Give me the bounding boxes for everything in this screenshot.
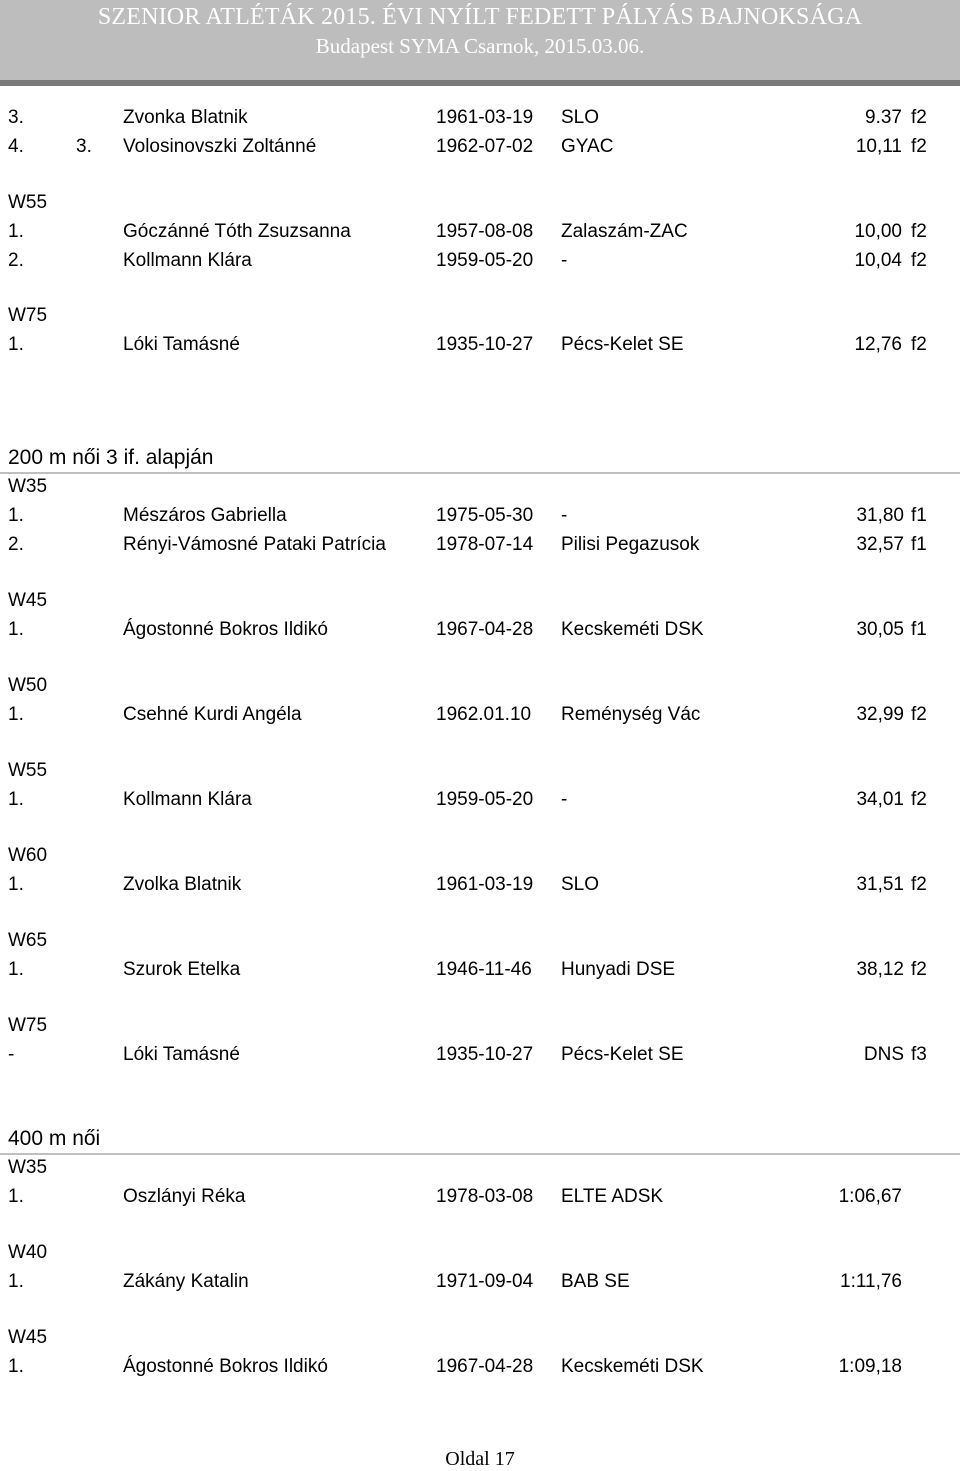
club: - (561, 505, 568, 526)
athlete-name: Rényi-Vámosné Pataki Patrícia (123, 534, 386, 555)
event-rule (0, 472, 960, 474)
birth-date: 1971-09-04 (436, 1271, 534, 1292)
place: 1. (8, 1271, 24, 1292)
event-rule (0, 1153, 960, 1155)
category-heading: W45 (8, 590, 48, 611)
heat: f1 (911, 619, 927, 640)
category-heading: W50 (8, 675, 48, 696)
birth-date: 1935-10-27 (436, 334, 534, 355)
club: Pécs-Kelet SE (561, 1044, 684, 1065)
category-heading: W75 (8, 305, 48, 326)
athlete-name: Góczánné Tóth Zsuzsanna (123, 221, 351, 242)
heat: f3 (911, 1044, 927, 1065)
age-group-place: 3. (76, 136, 92, 157)
table-row (0, 532, 960, 558)
club: Hunyadi DSE (561, 959, 676, 980)
club: Kecskeméti DSK (561, 1356, 704, 1377)
category-heading: W60 (8, 845, 48, 866)
heat: f2 (911, 107, 927, 128)
result: 9.37 (865, 107, 902, 128)
result: 10,11 (855, 136, 902, 157)
result: DNS (863, 1044, 904, 1065)
table-row (0, 105, 960, 131)
club: GYAC (561, 136, 614, 157)
table-row (0, 332, 960, 358)
page-header (0, 0, 960, 86)
place: 1. (8, 1186, 24, 1207)
heat: f2 (911, 136, 927, 157)
heat: f2 (911, 704, 927, 725)
birth-date: 1967-04-28 (436, 619, 534, 640)
athlete-name: Ágostonné Bokros Ildikó (123, 1356, 328, 1377)
club: - (561, 250, 568, 271)
place: - (8, 1044, 15, 1065)
category-heading: W45 (8, 1327, 48, 1348)
birth-date: 1946-11-46 (436, 959, 532, 980)
category-heading: W40 (8, 1242, 48, 1263)
result: 10,00 (854, 221, 902, 242)
athlete-name: Zákány Katalin (123, 1271, 249, 1292)
heat: f2 (911, 250, 927, 271)
birth-date: 1978-07-14 (436, 534, 534, 555)
club: BAB SE (561, 1271, 630, 1292)
athlete-name: Volosinovszki Zoltánné (123, 136, 317, 157)
result: 32,57 (856, 534, 904, 555)
table-row (0, 219, 960, 245)
club: Kecskeméti DSK (561, 619, 704, 640)
table-row (0, 957, 960, 983)
club: Pécs-Kelet SE (561, 334, 684, 355)
birth-date: 1978-03-08 (436, 1186, 534, 1207)
result: 38,12 (856, 959, 904, 980)
birth-date: 1961-03-19 (436, 874, 534, 895)
result: 10,04 (854, 250, 902, 271)
table-row (0, 617, 960, 643)
place: 2. (8, 250, 24, 271)
result: 30,05 (856, 619, 904, 640)
venue-date: Budapest SYMA Csarnok, 2015.03.06. (315, 34, 645, 58)
birth-date: 1975-05-30 (436, 505, 534, 526)
club: Reménység Vác (561, 704, 701, 725)
club: SLO (561, 874, 600, 895)
result: 1:09,18 (838, 1356, 902, 1377)
club: Zalaszám-ZAC (561, 221, 688, 242)
club: ELTE ADSK (561, 1186, 664, 1207)
birth-date: 1967-04-28 (436, 1356, 534, 1377)
athlete-name: Kollmann Klára (123, 250, 252, 271)
athlete-name: Zvolka Blatnik (123, 874, 242, 895)
heat: f1 (911, 534, 927, 555)
table-row (0, 872, 960, 898)
category-heading: W35 (8, 1157, 48, 1178)
athlete-name: Lóki Tamásné (123, 334, 240, 355)
table-row (0, 1042, 960, 1068)
place: 1. (8, 1356, 24, 1377)
place: 2. (8, 534, 24, 555)
header-rule (0, 80, 960, 86)
category-heading: W35 (8, 476, 48, 497)
place: 1. (8, 334, 24, 355)
table-row (0, 787, 960, 813)
birth-date: 1962.01.10 (436, 704, 532, 725)
heat: f2 (911, 221, 927, 242)
table-row (0, 1269, 960, 1295)
birth-date: 1961-03-19 (436, 107, 534, 128)
athlete-name: Zvonka Blatnik (123, 107, 248, 128)
club: SLO (561, 107, 600, 128)
heat: f2 (911, 959, 927, 980)
table-row (0, 503, 960, 529)
athlete-name: Szurok Etelka (123, 959, 241, 980)
place: 1. (8, 874, 24, 895)
athlete-name: Mészáros Gabriella (123, 505, 287, 526)
birth-date: 1959-05-20 (436, 250, 534, 271)
place: 3. (8, 107, 24, 128)
birth-date: 1962-07-02 (436, 136, 534, 157)
table-row (0, 1354, 960, 1380)
result: 1:11,76 (840, 1271, 902, 1292)
result: 32,99 (856, 704, 904, 725)
place: 4. (8, 136, 24, 157)
table-row (0, 248, 960, 274)
athlete-name: Oszlányi Réka (123, 1186, 246, 1207)
athlete-name: Kollmann Klára (123, 789, 252, 810)
heat: f1 (911, 505, 927, 526)
result: 31,80 (856, 505, 904, 526)
event-title-200m: 200 m női 3 if. alapján (8, 446, 214, 469)
place: 1. (8, 505, 24, 526)
athlete-name: Ágostonné Bokros Ildikó (123, 619, 328, 640)
result: 12,76 (854, 334, 902, 355)
place: 1. (8, 704, 24, 725)
category-heading: W75 (8, 1015, 48, 1036)
result: 34,01 (856, 789, 904, 810)
club: - (561, 789, 568, 810)
athlete-name: Lóki Tamásné (123, 1044, 240, 1065)
category-heading: W55 (8, 192, 48, 213)
event-title-400m: 400 m női (8, 1127, 101, 1150)
place: 1. (8, 221, 24, 242)
place: 1. (8, 959, 24, 980)
page-number: Oldal 17 (445, 1448, 515, 1470)
birth-date: 1959-05-20 (436, 789, 534, 810)
heat: f2 (911, 334, 927, 355)
place: 1. (8, 619, 24, 640)
club: Pilisi Pegazusok (561, 534, 700, 555)
birth-date: 1957-08-08 (436, 221, 534, 242)
result: 31,51 (856, 874, 904, 895)
category-heading: W55 (8, 760, 48, 781)
result: 1:06,67 (838, 1186, 902, 1207)
table-row (0, 702, 960, 728)
athlete-name: Csehné Kurdi Angéla (123, 704, 302, 725)
place: 1. (8, 789, 24, 810)
category-heading: W65 (8, 930, 48, 951)
table-row (0, 1184, 960, 1210)
table-row (0, 134, 960, 160)
heat: f2 (911, 874, 927, 895)
championship-title: SZENIOR ATLÉTÁK 2015. ÉVI NYÍLT FEDETT PÁLYÁS BAJNOKSÁGA (97, 4, 863, 30)
birth-date: 1935-10-27 (436, 1044, 534, 1065)
heat: f2 (911, 789, 927, 810)
